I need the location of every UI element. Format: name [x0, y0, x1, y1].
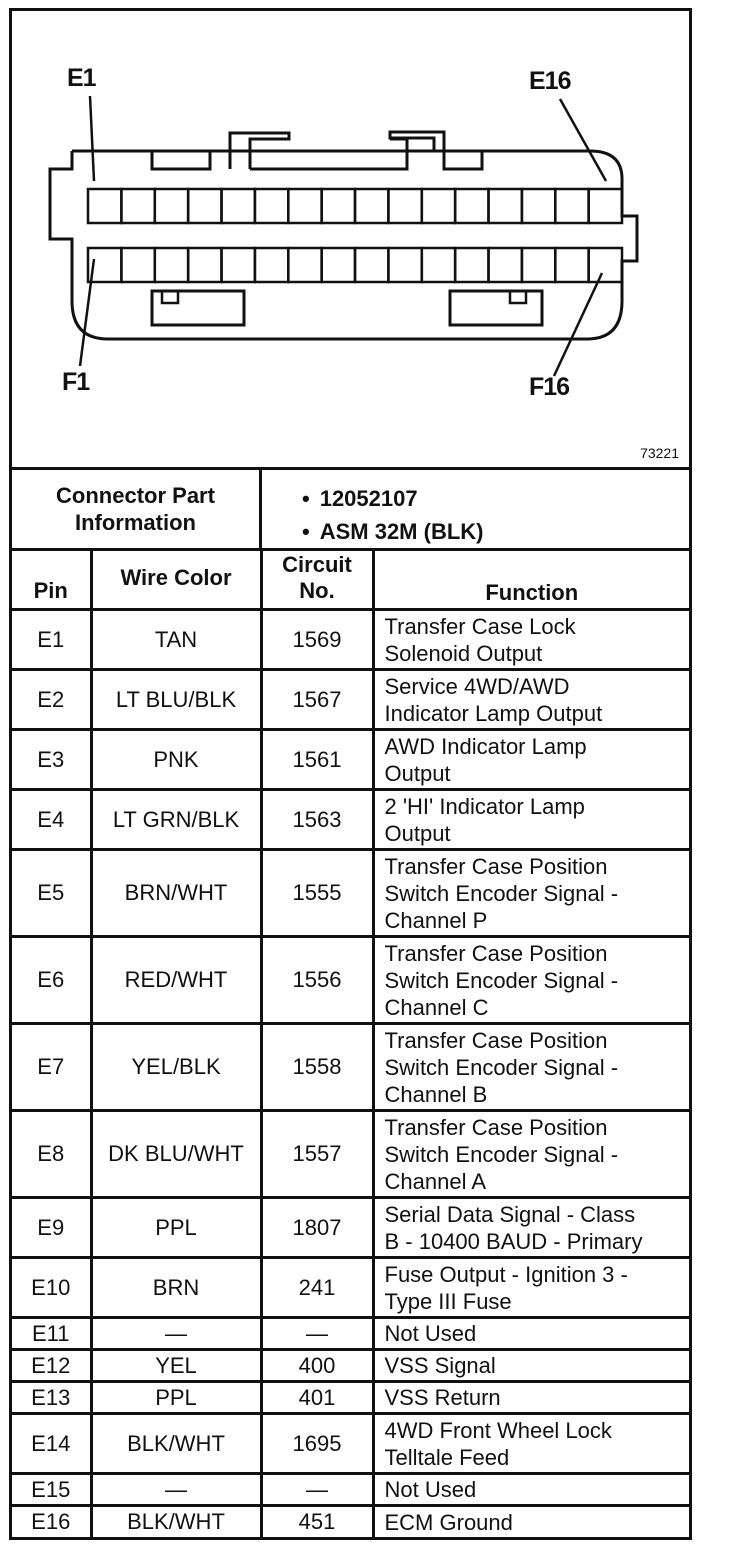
cell-circuit: 1557 — [261, 1111, 373, 1198]
assembly-number: • ASM 32M (BLK) — [302, 515, 483, 548]
function-line: Channel P — [384, 907, 488, 933]
pin-cavity-grid — [88, 189, 622, 282]
cell-circuit: — — [261, 1318, 373, 1350]
cell-wire-color: RED/WHT — [91, 937, 261, 1024]
function-line: Transfer Case Position — [384, 853, 608, 879]
cell-function — [373, 850, 689, 937]
cavity-e8 — [322, 189, 355, 223]
cell-pin: E2 — [12, 670, 91, 730]
cell-wire-color: BLK/WHT — [91, 1414, 261, 1474]
function-line: Not Used — [384, 1477, 477, 1502]
figure-number: 73221 — [640, 445, 679, 461]
table-row — [12, 1318, 689, 1350]
cell-wire-color: BRN/WHT — [91, 850, 261, 937]
cell-pin: E10 — [12, 1258, 91, 1318]
connector-sheet — [9, 8, 692, 1540]
cell-wire-color: PPL — [91, 1382, 261, 1414]
cell-pin: E13 — [12, 1382, 91, 1414]
table-row — [12, 1506, 689, 1538]
cavity-e2 — [121, 189, 154, 223]
cavity-e1 — [88, 189, 121, 223]
function-line: 4WD Front Wheel Lock — [384, 1417, 612, 1443]
cell-wire-color: TAN — [91, 610, 261, 670]
label-f1: F1 — [62, 368, 90, 396]
cavity-f13 — [489, 248, 522, 282]
cell-wire-color: PNK — [91, 730, 261, 790]
cell-wire-color: — — [91, 1318, 261, 1350]
cell-function — [373, 790, 689, 850]
cell-function — [373, 1474, 689, 1506]
function-line: Not Used — [384, 1321, 477, 1346]
cavity-f10 — [388, 248, 421, 282]
cavity-f16 — [589, 248, 622, 282]
cell-wire-color: DK BLU/WHT — [91, 1111, 261, 1198]
cell-pin: E9 — [12, 1198, 91, 1258]
connector-part-info — [12, 470, 689, 551]
cell-circuit: 451 — [261, 1506, 373, 1538]
cell-circuit: 400 — [261, 1350, 373, 1382]
cell-circuit: 1561 — [261, 730, 373, 790]
cell-function — [373, 1318, 689, 1350]
cell-pin: E7 — [12, 1024, 91, 1111]
cell-circuit: 1695 — [261, 1414, 373, 1474]
cavity-e13 — [489, 189, 522, 223]
table-row — [12, 670, 689, 730]
cavity-f14 — [522, 248, 555, 282]
cell-function — [373, 1414, 689, 1474]
function-line: Telltale Feed — [384, 1444, 510, 1470]
cell-pin: E12 — [12, 1350, 91, 1382]
cavity-e3 — [155, 189, 188, 223]
cell-pin: E15 — [12, 1474, 91, 1506]
function-line: Transfer Case Position — [384, 1114, 608, 1140]
function-line: Output — [384, 760, 451, 786]
cell-function — [373, 1382, 689, 1414]
table-row — [12, 1350, 689, 1382]
label-f16: F16 — [529, 373, 570, 401]
function-line: Type III Fuse — [384, 1288, 512, 1314]
function-line: AWD Indicator Lamp — [384, 733, 587, 759]
cell-function — [373, 1024, 689, 1111]
table-header-row — [12, 548, 689, 610]
table-row — [12, 1258, 689, 1318]
function-line: VSS Return — [384, 1385, 501, 1410]
header-pin: Pin — [12, 548, 91, 610]
cell-wire-color: YEL/BLK — [91, 1024, 261, 1111]
part-info-values — [302, 482, 483, 548]
cell-circuit: — — [261, 1474, 373, 1506]
part-info-label-line1: Connector Part — [56, 483, 215, 508]
function-line: Transfer Case Position — [384, 1027, 608, 1053]
cell-function — [373, 730, 689, 790]
cavity-e6 — [255, 189, 288, 223]
header-wire-color: Wire Color — [91, 548, 261, 610]
cavity-f4 — [188, 248, 221, 282]
header-circuit — [261, 548, 373, 610]
cavity-f15 — [555, 248, 588, 282]
cell-wire-color: LT GRN/BLK — [91, 790, 261, 850]
cell-circuit: 1563 — [261, 790, 373, 850]
cavity-f6 — [255, 248, 288, 282]
cell-wire-color: BLK/WHT — [91, 1506, 261, 1538]
cell-pin: E6 — [12, 937, 91, 1024]
cavity-f3 — [155, 248, 188, 282]
cell-pin: E1 — [12, 610, 91, 670]
function-line: B - 10400 BAUD - Primary — [384, 1228, 643, 1254]
function-line: Channel C — [384, 994, 489, 1020]
cell-pin: E8 — [12, 1111, 91, 1198]
cavity-f9 — [355, 248, 388, 282]
table-row — [12, 790, 689, 850]
cavity-e10 — [388, 189, 421, 223]
cavity-e16 — [589, 189, 622, 223]
cell-wire-color: LT BLU/BLK — [91, 670, 261, 730]
header-circuit-line1: Circuit — [282, 552, 352, 577]
cavity-f2 — [121, 248, 154, 282]
table-row — [12, 610, 689, 670]
function-line: Output — [384, 820, 451, 846]
table-row — [12, 1474, 689, 1506]
cell-circuit: 1556 — [261, 937, 373, 1024]
table-row — [12, 1111, 689, 1198]
cell-wire-color: — — [91, 1474, 261, 1506]
cavity-f7 — [288, 248, 321, 282]
function-line: Transfer Case Lock — [384, 613, 576, 639]
pinout-table — [12, 548, 689, 1538]
function-line: Solenoid Output — [384, 640, 543, 666]
function-line: Channel A — [384, 1168, 487, 1194]
table-row — [12, 730, 689, 790]
cell-pin: E5 — [12, 850, 91, 937]
cell-function — [373, 1350, 689, 1382]
cell-wire-color: BRN — [91, 1258, 261, 1318]
function-line: Switch Encoder Signal - — [384, 967, 619, 993]
cell-function — [373, 610, 689, 670]
cell-function — [373, 937, 689, 1024]
table-row — [12, 1414, 689, 1474]
table-row — [12, 1024, 689, 1111]
function-line: Transfer Case Position — [384, 940, 608, 966]
cavity-e11 — [422, 189, 455, 223]
cell-circuit: 1567 — [261, 670, 373, 730]
function-line: Switch Encoder Signal - — [384, 880, 619, 906]
cavity-e7 — [288, 189, 321, 223]
cavity-e5 — [222, 189, 255, 223]
connector-diagram — [12, 11, 689, 470]
cavity-e12 — [455, 189, 488, 223]
cavity-e14 — [522, 189, 555, 223]
label-e1: E1 — [67, 64, 96, 92]
function-line: Indicator Lamp Output — [384, 700, 603, 726]
cell-circuit: 1555 — [261, 850, 373, 937]
cavity-e4 — [188, 189, 221, 223]
cell-function — [373, 1198, 689, 1258]
part-info-label — [12, 470, 262, 548]
function-line: Serial Data Signal - Class — [384, 1201, 636, 1227]
label-e16: E16 — [529, 67, 571, 95]
cell-pin: E3 — [12, 730, 91, 790]
cell-circuit: 1807 — [261, 1198, 373, 1258]
function-line: Fuse Output - Ignition 3 - — [384, 1261, 628, 1287]
cell-pin: E14 — [12, 1414, 91, 1474]
cavity-f11 — [422, 248, 455, 282]
cavity-f5 — [222, 248, 255, 282]
part-info-label-line2: Information — [74, 510, 196, 535]
connector-face-drawing — [12, 11, 689, 467]
cell-function — [373, 670, 689, 730]
table-row — [12, 850, 689, 937]
function-line: ECM Ground — [384, 1509, 513, 1535]
cavity-e9 — [355, 189, 388, 223]
cell-function — [373, 1258, 689, 1318]
function-line: 2 'HI' Indicator Lamp — [384, 793, 585, 819]
cell-pin: E11 — [12, 1318, 91, 1350]
cell-circuit: 401 — [261, 1382, 373, 1414]
cell-circuit: 1569 — [261, 610, 373, 670]
part-number: • 12052107 — [302, 482, 483, 515]
header-circuit-line2: No. — [299, 578, 335, 603]
cell-wire-color: PPL — [91, 1198, 261, 1258]
cell-wire-color: YEL — [91, 1350, 261, 1382]
cell-function — [373, 1111, 689, 1198]
table-row — [12, 937, 689, 1024]
table-row — [12, 1382, 689, 1414]
function-line: Switch Encoder Signal - — [384, 1141, 619, 1167]
header-function: Function — [373, 548, 689, 610]
function-line: Service 4WD/AWD — [384, 673, 570, 699]
cell-circuit: 241 — [261, 1258, 373, 1318]
cell-function — [373, 1506, 689, 1538]
function-line: Switch Encoder Signal - — [384, 1054, 619, 1080]
table-row — [12, 1198, 689, 1258]
function-line: VSS Signal — [384, 1353, 496, 1378]
cavity-f12 — [455, 248, 488, 282]
cavity-e15 — [555, 189, 588, 223]
cavity-f8 — [322, 248, 355, 282]
cell-pin: E16 — [12, 1506, 91, 1538]
function-line: Channel B — [384, 1081, 488, 1107]
cell-pin: E4 — [12, 790, 91, 850]
cell-circuit: 1558 — [261, 1024, 373, 1111]
